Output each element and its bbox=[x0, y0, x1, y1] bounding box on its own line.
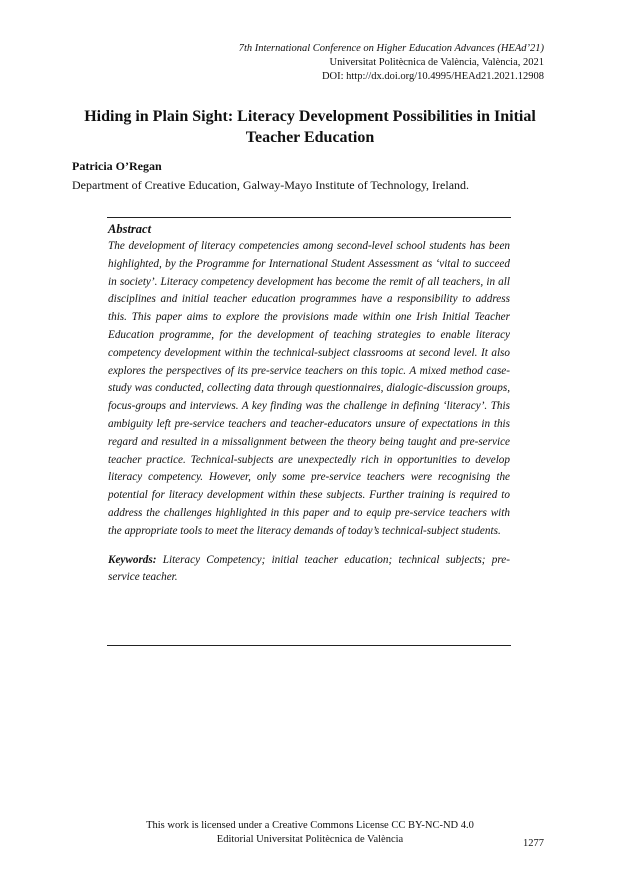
abstract-heading: Abstract bbox=[108, 222, 152, 236]
keywords-list: Literacy Competency; initial teacher education; technical subjects; pre-service teacher. bbox=[108, 553, 510, 584]
conference-name: 7th International Conference on Higher Education Advances (HEAd’21) bbox=[238, 43, 544, 54]
keywords-label: Keywords: bbox=[108, 553, 157, 566]
keywords-paragraph bbox=[108, 552, 510, 588]
abstract-block bbox=[108, 221, 510, 587]
page-number: 1277 bbox=[523, 838, 544, 849]
university-line: Universitat Politècnica de València, València, 2021 bbox=[329, 57, 544, 68]
license-text: This work is licensed under a Creative Commons License CC BY-NC-ND 4.0 bbox=[146, 820, 474, 831]
doi-link[interactable]: DOI: http://dx.doi.org/10.4995/HEAd21.2021.12908 bbox=[321, 71, 544, 82]
abstract-top-rule bbox=[107, 217, 511, 218]
abstract-text: The development of literacy competencies among second-level school students has been highlighted, by the Programme for International Student Assessment as ‘vital to succeed in society’. Literacy competency development has become the remit of all teachers, in all disciplines and initial teacher education programmes have a responsibility to address this. This paper aims to explore the provisions made within one Irish Initial Teacher Education programme, for the development of teaching strategies to enable literacy competency development within the technical-subject classrooms at second level. It also explores the perspectives of its pre-service teachers on this topic. A mixed method case-study was conducted, collecting data through questionnaires, dialogic-discussion groups, focus-groups and interviews. A key finding was the challenge in defining ‘literacy’. This ambiguity left pre-service teachers and teacher-educators unsure of expectations in this regard and resulted in a missalignment between the theory being taught and pre-service teacher practice. Technical-subjects are unexpectedly rich in opportunities to develop literacy competency. However, only some pre-service teachers were recognising the potential for literacy development within these subjects. Further training is required to address the challenges highlighted in this paper and to equip pre-service teachers with the appropriate tools to meet the literacy demands of today’s technical-subject students. bbox=[108, 240, 510, 537]
author-affiliation: Department of Creative Education, Galway-Mayo Institute of Technology, Ireland. bbox=[72, 178, 470, 192]
paper-title-line-2: Teacher Education bbox=[245, 129, 375, 146]
paper-title bbox=[60, 106, 560, 148]
paper-title-line-1: Hiding in Plain Sight: Literacy Development Possibilities in Initial bbox=[84, 108, 536, 125]
running-header bbox=[239, 42, 544, 84]
publisher-text: Editorial Universitat Politècnica de València bbox=[216, 834, 404, 845]
abstract-bottom-rule bbox=[107, 645, 511, 646]
author-name: Patricia O’Regan bbox=[72, 159, 162, 173]
